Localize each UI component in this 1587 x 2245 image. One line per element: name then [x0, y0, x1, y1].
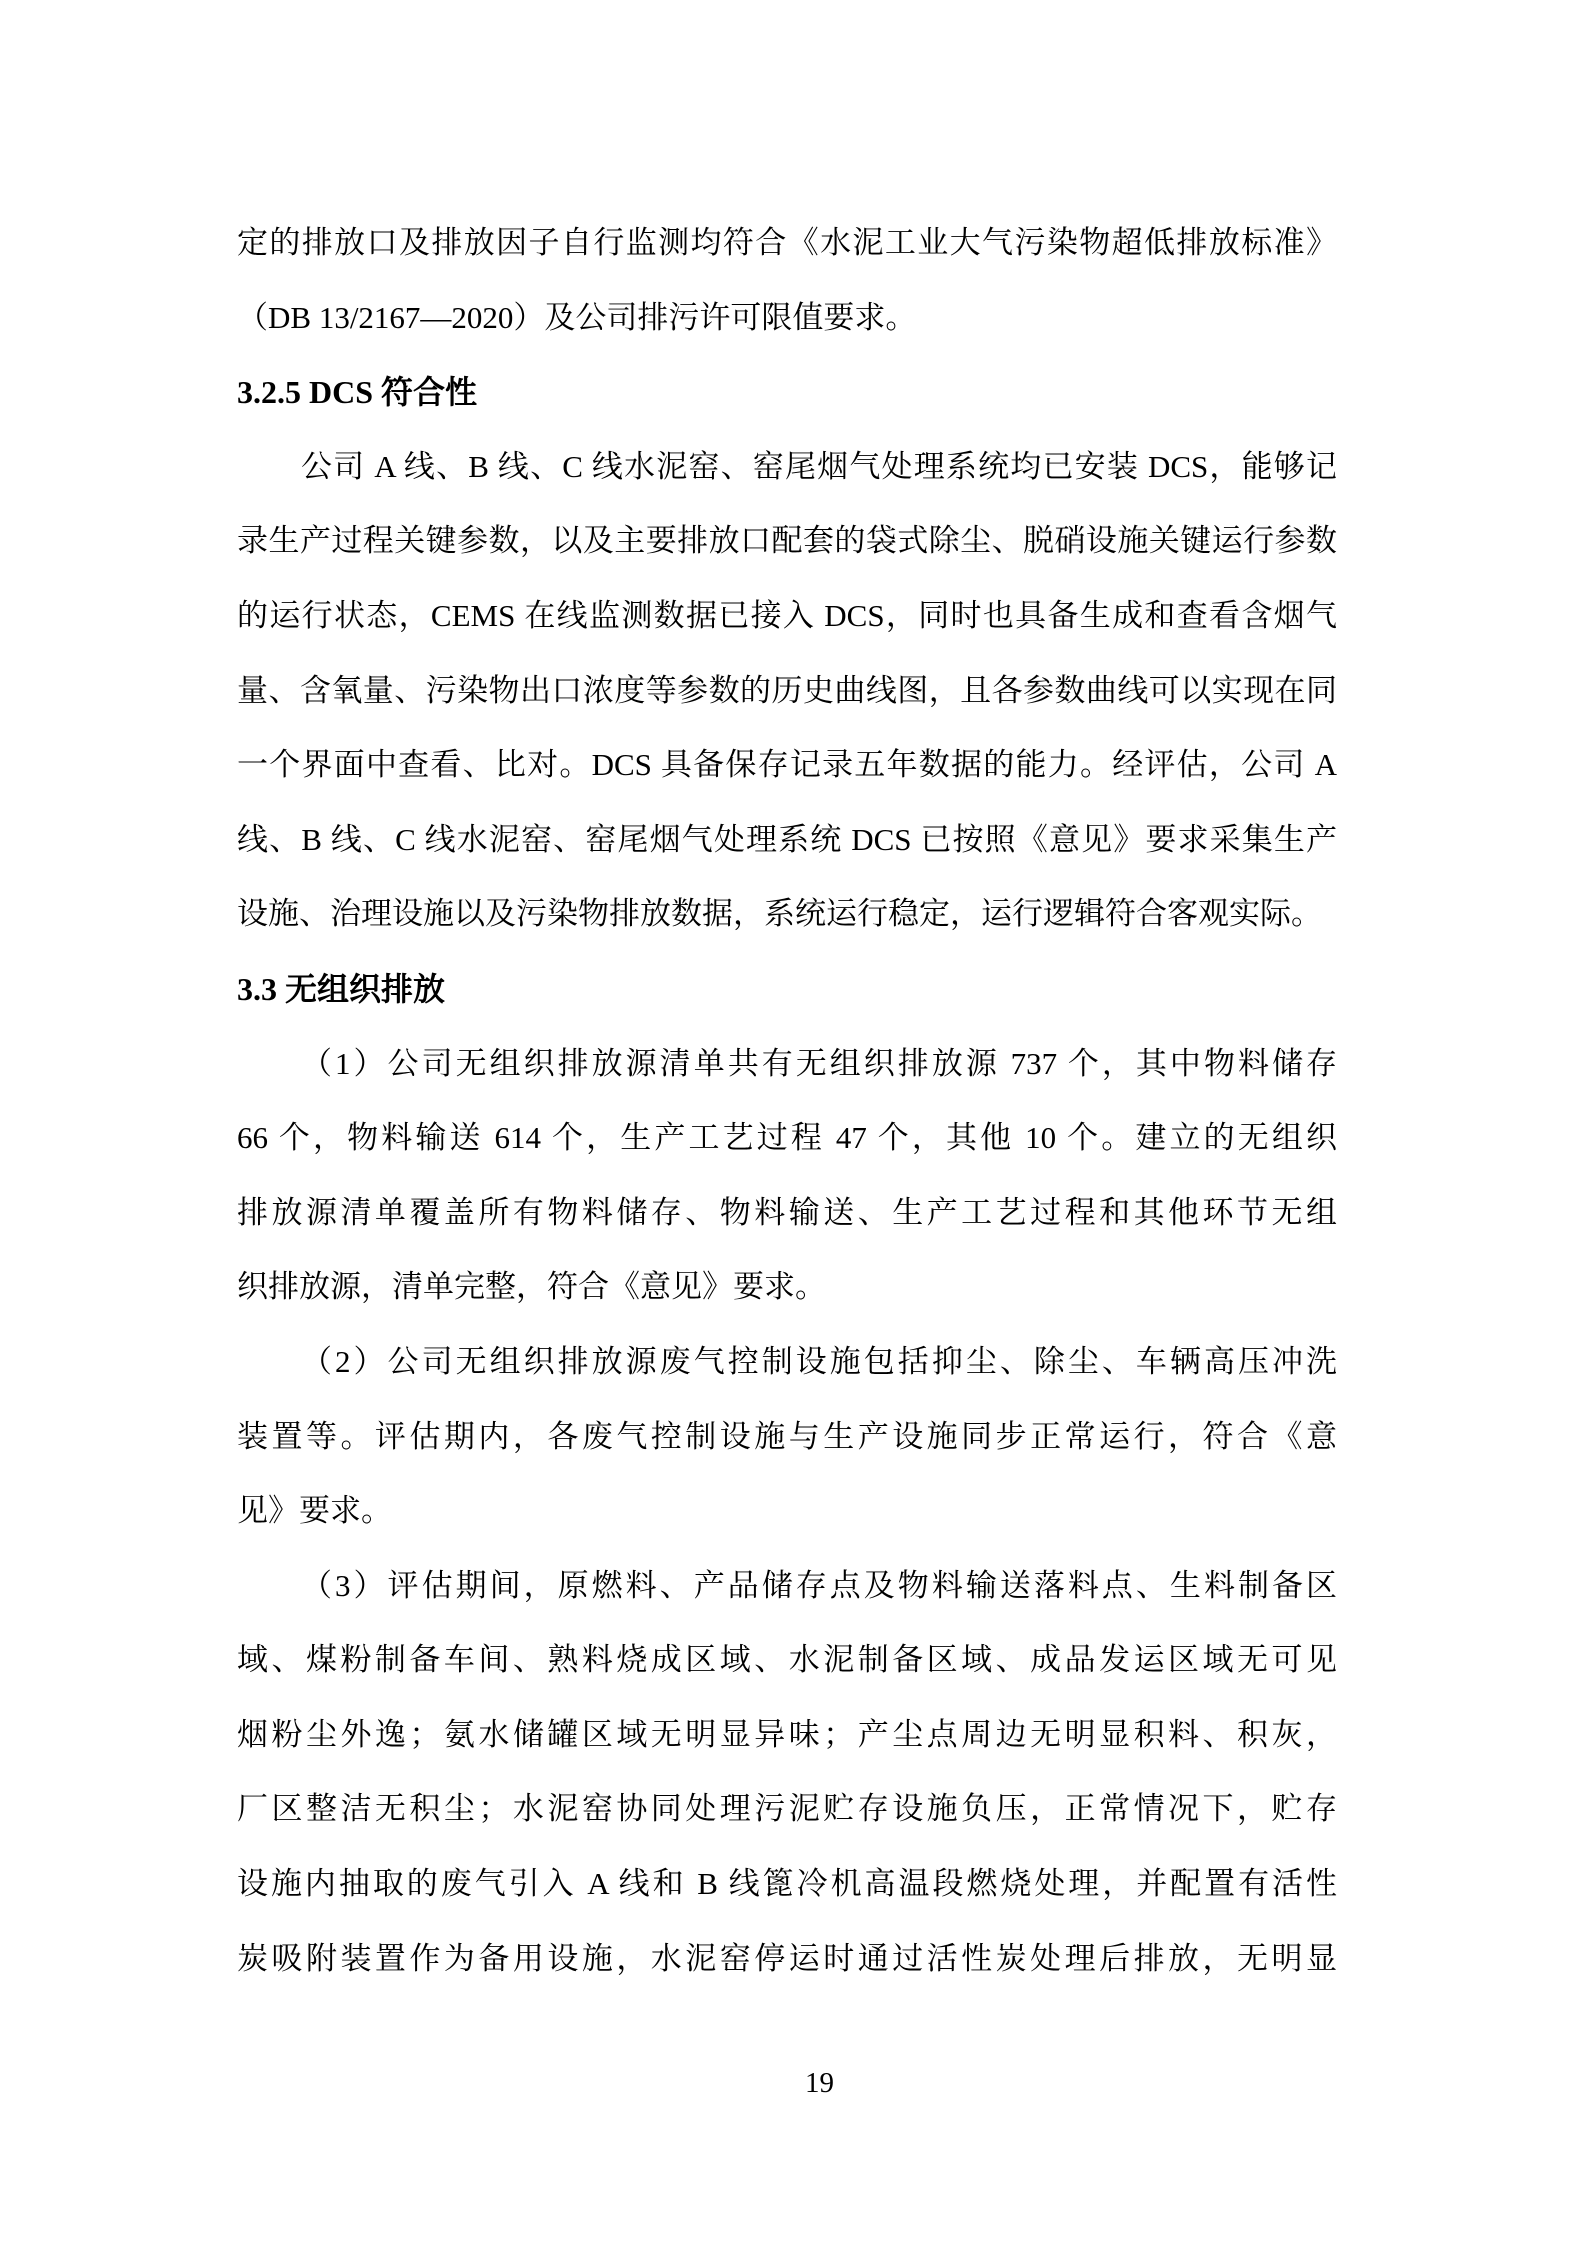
body-line: （3）评估期间，原燃料、产品储存点及物料输送落料点、生料制备区: [301, 1567, 1337, 1603]
body-line: 的运行状态，CEMS 在线监测数据已接入 DCS，同时也具备生成和查看含烟气: [237, 597, 1337, 633]
body-line: 设施、治理设施以及污染物排放数据，系统运行稳定，运行逻辑符合客观实际。: [237, 896, 1322, 932]
page-number: 19: [805, 2067, 834, 2099]
body-line: 炭吸附装置作为备用设施，水泥窑停运时通过活性炭处理后排放，无明显: [237, 1940, 1337, 1976]
body-line: 量、含氧量、污染物出口浓度等参数的历史曲线图，且各参数曲线可以实现在同: [237, 672, 1337, 708]
body-line: 排放源清单覆盖所有物料储存、物料输送、生产工艺过程和其他环节无组: [237, 1194, 1337, 1230]
section-heading: 3.2.5 DCS 符合性: [237, 374, 478, 411]
body-line: 一个界面中查看、比对。DCS 具备保存记录五年数据的能力。经评估，公司 A: [237, 747, 1337, 783]
body-line: 定的排放口及排放因子自行监测均符合《水泥工业大气污染物超低排放标准》: [237, 225, 1337, 260]
body-line: 录生产过程关键参数，以及主要排放口配套的袋式除尘、脱硝设施关键运行参数: [237, 523, 1337, 559]
body-line: 设施内抽取的废气引入 A 线和 B 线篦冷机高温段燃烧处理，并配置有活性: [237, 1866, 1337, 1902]
body-line: 织排放源，清单完整，符合《意见》要求。: [237, 1269, 826, 1305]
body-line: 线、B 线、C 线水泥窑、窑尾烟气处理系统 DCS 已按照《意见》要求采集生产: [237, 821, 1337, 857]
body-line: （2）公司无组织排放源废气控制设施包括抑尘、除尘、车辆高压冲洗: [301, 1343, 1337, 1379]
section-heading: 3.3 无组织排放: [237, 970, 446, 1007]
body-line: 厂区整洁无积尘；水泥窑协同处理污泥贮存设施负压，正常情况下，贮存: [237, 1791, 1337, 1827]
body-line: 公司 A 线、B 线、C 线水泥窑、窑尾烟气处理系统均已安装 DCS，能够记: [301, 448, 1337, 484]
body-line: （DB 13/2167—2020）及公司排污许可限值要求。: [237, 299, 917, 335]
body-line: 烟粉尘外逸；氨水储罐区域无明显异味；产尘点周边无明显积料、积灰，: [237, 1716, 1337, 1752]
body-line: 域、煤粉制备车间、熟料烧成区域、水泥制备区域、成品发运区域无可见: [237, 1642, 1337, 1678]
body-line: 装置等。评估期内，各废气控制设施与生产设施同步正常运行，符合《意: [237, 1418, 1337, 1454]
body-line: 见》要求。: [237, 1493, 392, 1529]
body-line: 66 个，物料输送 614 个，生产工艺过程 47 个，其他 10 个。建立的无组织: [237, 1120, 1337, 1156]
body-line: （1）公司无组织排放源清单共有无组织排放源 737 个，其中物料储存: [301, 1045, 1337, 1081]
document-body: [237, 206, 1337, 1996]
